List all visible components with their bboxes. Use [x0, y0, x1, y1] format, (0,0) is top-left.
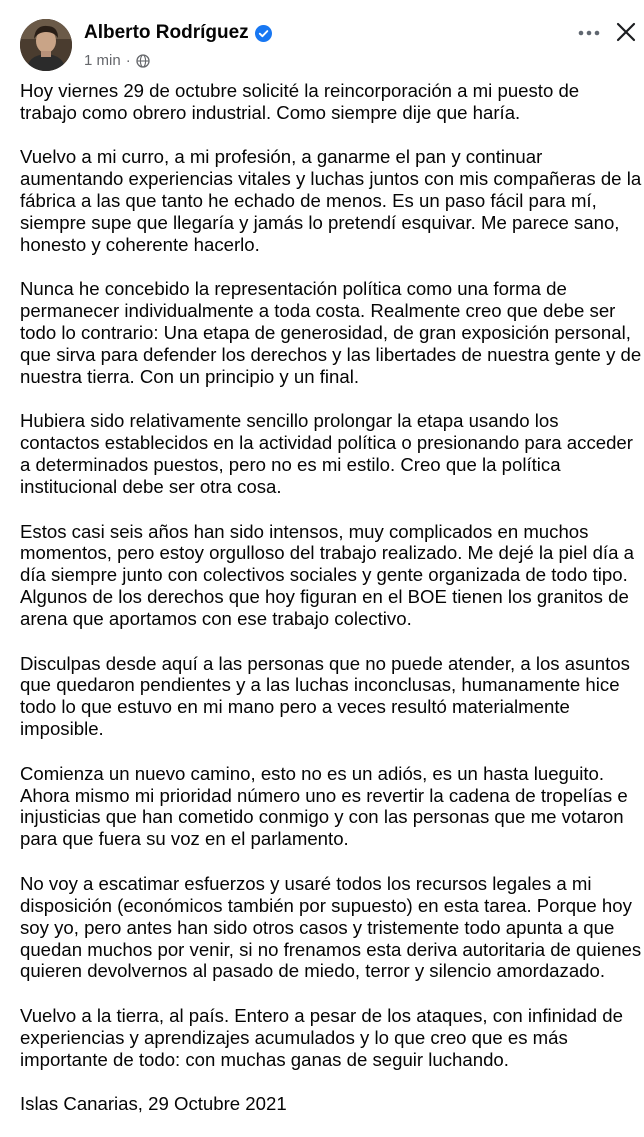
- avatar-image: [20, 19, 72, 71]
- globe-icon[interactable]: [136, 54, 150, 68]
- post-paragraph-2: Vuelvo a mi curro, a mi profesión, a ganarme el pan y continuar aumentando experiencias vitales y luchas juntos con mis compañeras de la fábrica a las que tanto he echado de menos. Es un paso fácil para mí, siempre supe que llegaría y jamás lo pretendí esquivar. Me parece sano, honesto y coherente hacerlo.: [20, 146, 642, 255]
- post-paragraph-6: Disculpas desde aquí a las personas que no puede atender, a los asuntos que quedaron pendientes y a las luchas inconclusas, humanamente hice todo lo que estuvo en mi mano pero a veces resultó materialmente imposible.: [20, 652, 630, 740]
- post-paragraph-5: Estos casi seis años han sido intensos, muy complicados en muchos momentos, pero estoy orgulloso del trabajo realizado. Me dejé la piel día a día siempre junto con colectivos sociales y gente organizada de todo tipo. Algunos de los derechos que hoy figuran en el BOE tienen los granitos de arena que aportamos con ese trabajo colectivo.: [20, 520, 634, 630]
- more-options-button[interactable]: [574, 20, 604, 46]
- post-header: [0, 0, 644, 78]
- post-paragraph-9: Vuelvo a la tierra, al país. Entero a pesar de los ataques, con infinidad de experiencias y aprendizajes acumulados y lo que creo que es más importante de todo: con muchas ganas de seguir luchando.: [20, 1004, 623, 1070]
- post-paragraph-1: Hoy viernes 29 de octubre solicité la reincorporación a mi puesto de trabajo como obrero industrial. Como siempre dije que haría.: [20, 80, 580, 123]
- post-body: [20, 80, 642, 1137]
- author-name[interactable]: [84, 22, 272, 44]
- post-signature: Islas Canarias, 29 Octubre 2021: [20, 1093, 287, 1115]
- close-icon: [612, 18, 640, 46]
- post-paragraph-8: No voy a escatimar esfuerzos y usaré todos los recursos legales a mi disposición (económicos también por supuesto) en esta tarea. Porque hoy soy yo, pero antes han sido otros casos y tristemente todo apunta a que quedan muchos por venir, si no frenamos esta deriva autoritaria de quienes quieren devolvernos al pasado de miedo, terror y silencio amordazado.: [20, 872, 642, 982]
- verified-badge-icon: [255, 25, 272, 42]
- more-options-icon: [574, 20, 604, 46]
- post-timestamp[interactable]: 1 min: [84, 52, 121, 69]
- post-paragraph-4: Hubiera sido relativamente sencillo prolongar la etapa usando los contactos establecidos en la actividad política o presionando para acceder a determinados puestos, pero no es mi estilo. Creo que la política institucional debe ser otra cosa.: [20, 410, 633, 498]
- post-paragraph-3: Nunca he concebido la representación política como una forma de permanecer individualmente a toda costa. Realmente creo que debe ser todo lo contrario: Una etapa de generosidad, de gran exposición personal, que sirva para defender los derechos y las libertades de nuestra gente y de nuestra tierra. Con un principio y un final.: [20, 278, 642, 387]
- avatar[interactable]: [20, 19, 72, 71]
- post-meta: [84, 52, 150, 69]
- author-name-text[interactable]: Alberto Rodríguez: [84, 22, 249, 43]
- meta-separator: ·: [125, 52, 131, 69]
- close-button[interactable]: [612, 18, 640, 46]
- post-paragraph-7: Comienza un nuevo camino, esto no es un adiós, es un hasta lueguito. Ahora mismo mi prioridad número uno es revertir la cadena de tropelías e injusticias que han cometido conmigo y con las personas que me votaron para que fuera su voz en el parlamento.: [20, 762, 628, 850]
